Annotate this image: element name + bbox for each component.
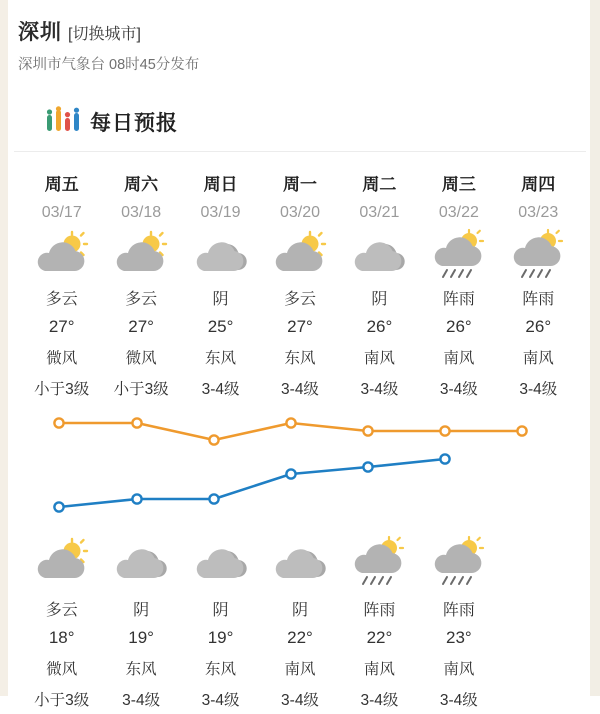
card-title-row xyxy=(14,90,586,152)
night-temp: 18° xyxy=(48,628,75,647)
forecast-day-grid xyxy=(14,152,586,399)
forecast-night-column[interactable] xyxy=(22,531,101,710)
night-condition: 阴 xyxy=(212,602,229,619)
night-condition: 多云 xyxy=(45,602,78,619)
day-weather-icon-cell xyxy=(419,222,498,284)
night-wind: 南风 xyxy=(443,661,475,678)
cloudy-icon xyxy=(110,538,172,589)
forecast-column[interactable] xyxy=(419,152,498,399)
night-weather-icon-cell xyxy=(260,531,339,595)
day-date: 03/19 xyxy=(200,204,241,221)
showers-icon xyxy=(507,229,569,284)
forecast-column[interactable] xyxy=(340,152,419,399)
night-weather-icon-cell xyxy=(101,531,180,595)
night-condition: 阴 xyxy=(133,602,150,619)
day-name: 周四 xyxy=(521,175,556,194)
forecast-night-column-empty xyxy=(499,531,578,710)
night-wind-level: 3-4级 xyxy=(360,692,399,709)
night-wind-level: 3-4级 xyxy=(281,692,319,709)
day-condition: 阴 xyxy=(371,291,388,308)
partly-cloudy-icon xyxy=(269,231,331,282)
night-wind: 东风 xyxy=(205,661,237,678)
night-weather-icon-cell xyxy=(181,531,260,595)
night-temp: 19° xyxy=(128,628,154,647)
day-condition: 阴 xyxy=(212,291,229,308)
day-wind: 南风 xyxy=(363,350,395,367)
forecast-night-column[interactable] xyxy=(181,531,260,710)
night-condition: 阵雨 xyxy=(363,602,396,619)
partly-cloudy-icon xyxy=(31,231,93,282)
night-weather-icon-cell xyxy=(419,531,498,595)
night-wind-level: 3-4级 xyxy=(201,692,240,709)
day-wind-level: 3-4级 xyxy=(281,381,319,398)
low-temp-line xyxy=(59,459,445,507)
night-temp: 22° xyxy=(287,628,313,647)
card-title: 每日预报 xyxy=(90,111,178,135)
night-wind: 南风 xyxy=(284,661,316,678)
night-temp: 19° xyxy=(207,628,234,647)
forecast-night-column[interactable] xyxy=(340,531,419,710)
night-wind: 微风 xyxy=(46,661,78,678)
day-temp: 26° xyxy=(525,317,552,336)
day-weather-icon-cell xyxy=(260,222,339,284)
day-temp: 27° xyxy=(128,317,154,336)
forecast-column[interactable] xyxy=(499,152,578,399)
day-wind-level: 小于3级 xyxy=(34,381,90,398)
low-temp-points xyxy=(54,454,449,511)
showers-icon xyxy=(428,229,490,284)
page-title: 深圳 xyxy=(18,21,62,44)
page-header xyxy=(0,0,600,84)
day-wind-level: 3-4级 xyxy=(360,381,399,398)
day-weather-icon-cell xyxy=(101,222,180,284)
day-wind: 南风 xyxy=(522,350,554,367)
day-temp: 27° xyxy=(287,317,313,336)
day-date: 03/17 xyxy=(41,204,82,221)
forecast-night-grid xyxy=(14,531,586,710)
day-name: 周一 xyxy=(282,175,317,194)
day-date: 03/21 xyxy=(359,204,400,221)
day-date: 03/23 xyxy=(518,204,559,221)
night-wind: 南风 xyxy=(363,661,395,678)
forecast-column[interactable] xyxy=(22,152,101,399)
night-wind-level: 3-4级 xyxy=(439,692,478,709)
day-temp: 26° xyxy=(445,317,472,336)
daily-forecast-card xyxy=(14,90,586,714)
day-condition: 多云 xyxy=(125,291,158,308)
day-date: 03/18 xyxy=(121,204,162,221)
day-condition: 多云 xyxy=(283,291,316,308)
bar-chart-icon xyxy=(46,106,80,137)
cloudy-icon xyxy=(348,231,410,282)
forecast-column[interactable] xyxy=(101,152,180,399)
day-date: 03/20 xyxy=(279,204,321,221)
night-condition: 阴 xyxy=(291,602,308,619)
night-wind: 东风 xyxy=(125,661,157,678)
cloudy-icon xyxy=(269,538,331,589)
day-date: 03/22 xyxy=(438,204,479,221)
day-name: 周三 xyxy=(441,175,476,194)
day-name: 周五 xyxy=(44,175,79,194)
forecast-night-column[interactable] xyxy=(101,531,180,710)
night-condition: 阵雨 xyxy=(442,602,475,619)
day-condition: 多云 xyxy=(45,291,78,308)
night-weather-icon-cell xyxy=(22,531,101,595)
forecast-column[interactable] xyxy=(181,152,260,399)
day-wind-level: 3-4级 xyxy=(439,381,478,398)
forecast-night-column[interactable] xyxy=(260,531,339,710)
day-wind-level: 小于3级 xyxy=(113,381,169,398)
showers-icon xyxy=(428,536,490,591)
temperature-chart-svg xyxy=(14,409,586,531)
night-wind-level: 3-4级 xyxy=(122,692,161,709)
day-condition: 阵雨 xyxy=(522,291,555,308)
day-temp: 25° xyxy=(207,317,234,336)
day-name: 周二 xyxy=(362,175,397,194)
day-temp: 27° xyxy=(48,317,75,336)
forecast-column[interactable] xyxy=(260,152,339,399)
temperature-chart xyxy=(14,409,586,531)
day-wind: 东风 xyxy=(205,350,237,367)
partly-cloudy-icon xyxy=(31,538,93,589)
night-weather-icon-cell xyxy=(340,531,419,595)
day-weather-icon-cell xyxy=(181,222,260,284)
night-temp: 22° xyxy=(366,628,393,647)
cloudy-icon xyxy=(190,231,252,282)
day-temp: 26° xyxy=(366,317,393,336)
day-wind: 微风 xyxy=(46,350,78,367)
city-line xyxy=(18,16,600,46)
day-weather-icon-cell xyxy=(22,222,101,284)
forecast-night-column[interactable] xyxy=(419,531,498,710)
day-wind: 东风 xyxy=(284,350,316,367)
day-wind: 微风 xyxy=(125,350,157,367)
day-wind: 南风 xyxy=(443,350,475,367)
day-wind-level: 3-4级 xyxy=(201,381,240,398)
cloudy-icon xyxy=(190,538,252,589)
day-weather-icon-cell xyxy=(340,222,419,284)
day-name: 周六 xyxy=(124,175,159,194)
issued-time: 深圳市气象台 08时45分发布 xyxy=(18,57,200,73)
switch-city-link[interactable]: [切换城市] xyxy=(68,26,141,43)
showers-icon xyxy=(348,536,410,591)
night-wind-level: 小于3级 xyxy=(34,692,90,709)
day-name: 周日 xyxy=(203,175,238,194)
day-wind-level: 3-4级 xyxy=(519,381,558,398)
partly-cloudy-icon xyxy=(110,231,172,282)
night-temp: 23° xyxy=(445,628,472,647)
day-weather-icon-cell xyxy=(499,222,578,284)
day-condition: 阵雨 xyxy=(442,291,475,308)
